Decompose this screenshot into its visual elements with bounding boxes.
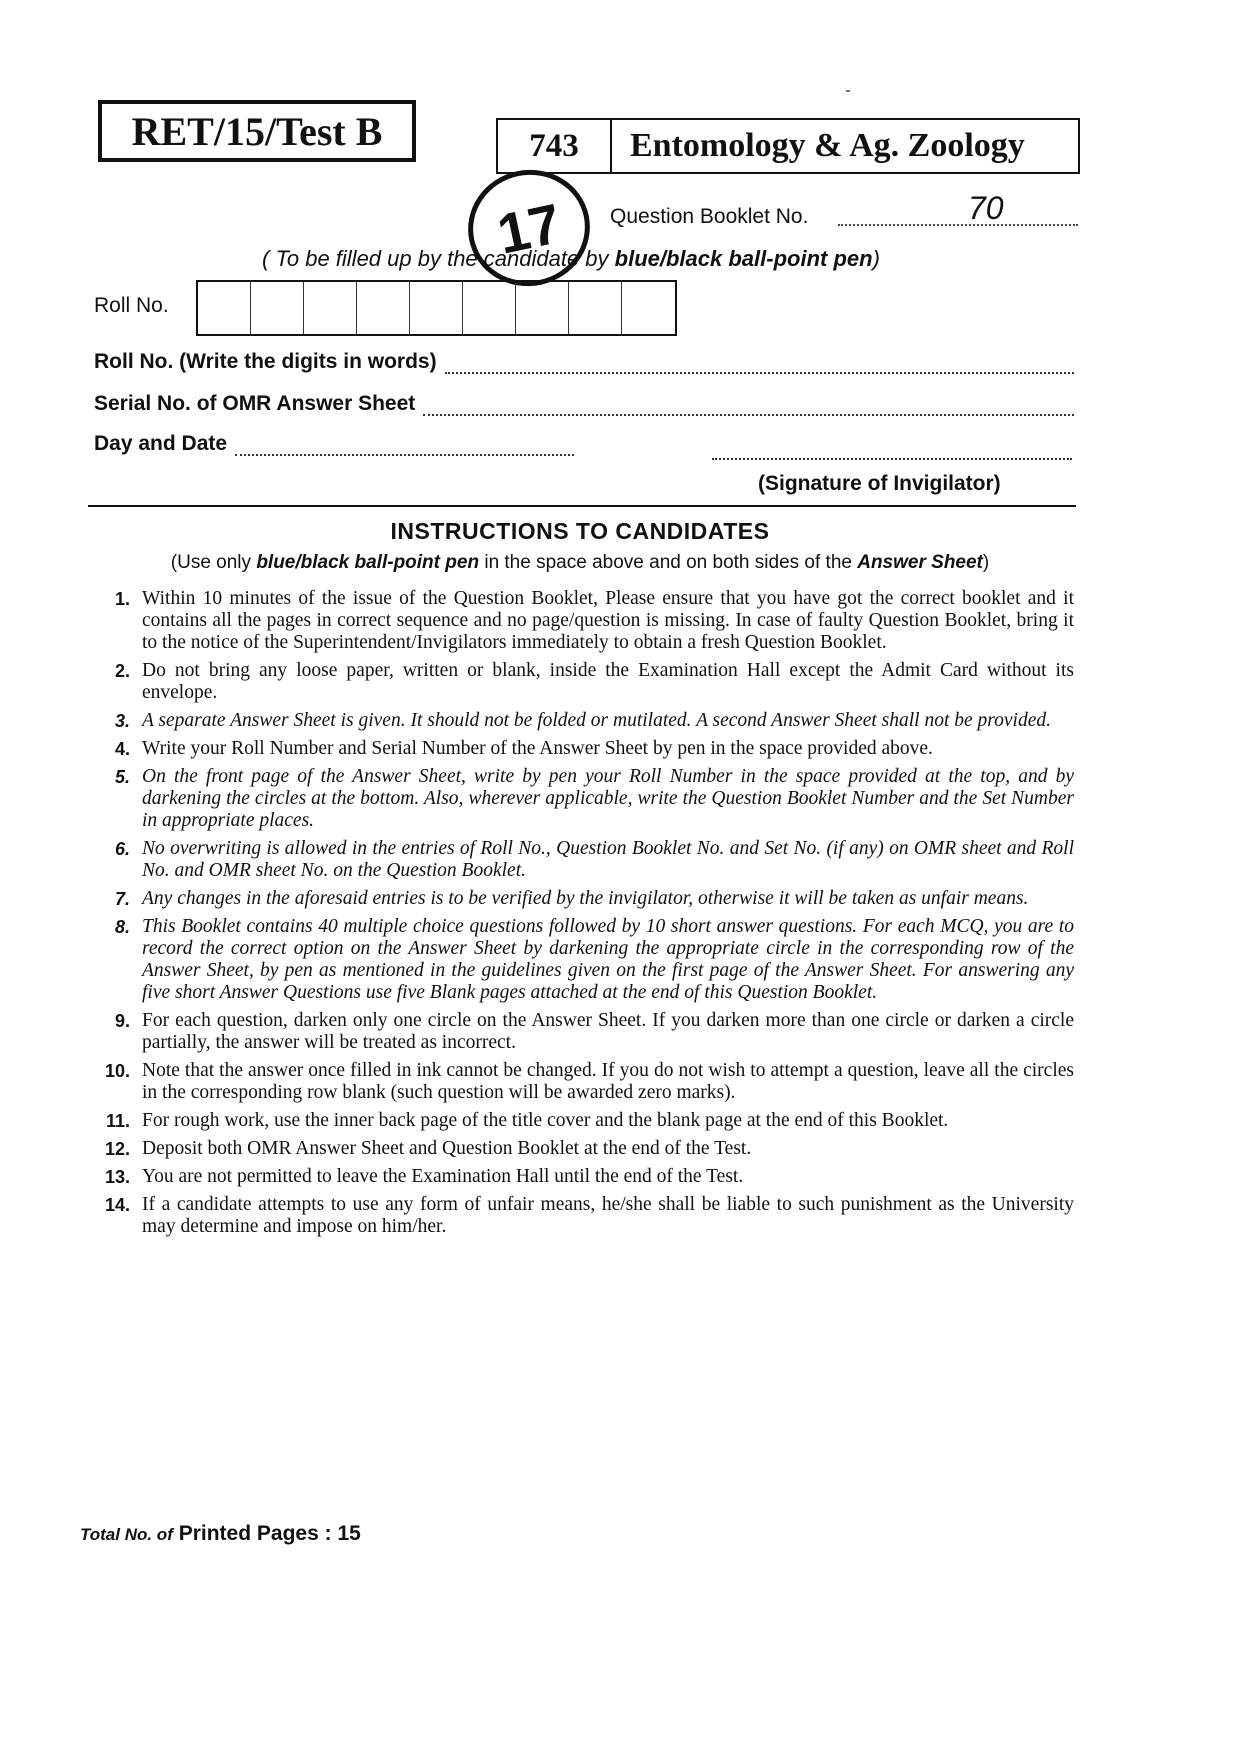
footer-label-bold: Printed Pages : (178, 1522, 332, 1545)
item-text: If a candidate attempts to use any form of unfair means, he/she shall be liable to such punishment as the University may determine and impose on him/her. (142, 1194, 1074, 1237)
item-text: Deposit both OMR Answer Sheet and Question Booklet at the end of the Test. (142, 1138, 752, 1159)
fill-note-pre: ( To be filled up by the candidate by (262, 246, 615, 271)
stamp-mark: 17 (491, 190, 567, 266)
instructions-title: INSTRUCTIONS TO CANDIDATES (390, 518, 770, 544)
test-code-box (98, 100, 416, 162)
list-item (92, 916, 1074, 1004)
list-item (92, 1010, 1074, 1054)
list-item (92, 660, 1074, 704)
sub-bold-pen: blue/black ball-point pen (256, 552, 480, 573)
list-item (92, 1110, 1074, 1132)
item-number: 2. (114, 661, 130, 681)
sub-post: ) (982, 552, 990, 573)
list-item (92, 766, 1074, 832)
item-text: You are not permitted to leave the Examination Hall until the end of the Test. (142, 1166, 744, 1187)
item-number: 8. (114, 917, 130, 937)
sub-mid: in the space above and on both sides of the (479, 552, 858, 573)
item-number: 1. (114, 589, 130, 609)
footer-label: Total No. of (80, 1525, 173, 1544)
item-number: 6. (114, 839, 130, 859)
item-number: 10. (104, 1061, 130, 1081)
page-count-footer (80, 1522, 361, 1546)
day-date-field[interactable] (94, 432, 574, 456)
scan-mark (846, 90, 850, 92)
roll-digit-box[interactable] (516, 282, 569, 334)
item-text: Any changes in the aforesaid entries is to be verified by the invigilator, otherwise it will be taken as unfair means. (142, 888, 1029, 909)
roll-digit-box[interactable] (410, 282, 463, 334)
signature-label: (Signature of Invigilator) (758, 472, 1001, 495)
roll-digit-box[interactable] (463, 282, 516, 334)
item-number: 5. (114, 767, 130, 787)
item-text: For each question, darken only one circle on the Answer Sheet. If you darken more than one circle or darken a circle partially, the answer will be treated as incorrect. (142, 1010, 1074, 1053)
day-date-line[interactable] (235, 453, 574, 456)
serial-field[interactable] (94, 392, 1074, 416)
booklet-no-line (838, 208, 1078, 226)
sub-bold-sheet: Answer Sheet (857, 552, 983, 573)
roll-digit-box[interactable] (622, 282, 675, 334)
divider (88, 505, 1076, 507)
item-number: 4. (114, 739, 130, 759)
roll-digit-box[interactable] (304, 282, 357, 334)
item-text: For rough work, use the inner back page of the title cover and the blank page at the end of this Booklet. (142, 1110, 949, 1131)
page-count: 15 (337, 1522, 361, 1545)
roll-no-label: Roll No. (94, 294, 169, 317)
item-text: Write your Roll Number and Serial Number of the Answer Sheet by pen in the space provided above. (142, 738, 933, 759)
subject-box (496, 118, 1080, 174)
list-item (92, 888, 1074, 910)
serial-label: Serial No. of OMR Answer Sheet (94, 392, 416, 415)
fill-note-bold: blue/black ball-point pen (614, 246, 873, 271)
item-number: 11. (105, 1111, 130, 1131)
roll-words-field[interactable] (94, 350, 1074, 374)
roll-digit-box[interactable] (569, 282, 622, 334)
signature-line[interactable] (712, 458, 1072, 460)
item-number: 3. (114, 711, 130, 731)
roll-digit-box[interactable] (357, 282, 410, 334)
instructions-list (92, 588, 1074, 1244)
booklet-no-label: Question Booklet No. (610, 205, 809, 228)
item-text: No overwriting is allowed in the entries of Roll No., Question Booklet No. and Set No. (if any) on OMR sheet and Roll No. and OMR sheet No. on the Question Booklet. (142, 838, 1074, 881)
item-number: 12. (104, 1139, 130, 1159)
list-item (92, 1166, 1074, 1188)
item-number: 13. (104, 1167, 130, 1187)
instructions-subtitle (0, 552, 1160, 574)
roll-words-line[interactable] (445, 371, 1074, 374)
handwritten-stamp (457, 159, 600, 298)
list-item (92, 1138, 1074, 1160)
test-code: RET/15/Test B (131, 108, 383, 154)
subject-code: 743 (498, 120, 612, 172)
item-number: 14. (104, 1195, 130, 1215)
item-text: On the front page of the Answer Sheet, write by pen your Roll Number in the space provided at the top, and by darkening the circles at the bottom. Also, wherever applicable, write the Question Booklet Number and the Set Number in appropriate places. (142, 766, 1074, 831)
serial-line[interactable] (423, 413, 1074, 416)
sub-pre: (Use only (170, 552, 257, 573)
roll-words-label: Roll No. (Write the digits in words) (94, 350, 437, 373)
item-text: Do not bring any loose paper, written or blank, inside the Examination Hall except the Admit Card without its envelope. (142, 660, 1074, 703)
fill-note-post: ) (872, 246, 880, 271)
item-number: 7. (114, 889, 130, 909)
list-item (92, 1060, 1074, 1104)
item-text: Within 10 minutes of the issue of the Question Booklet, Please ensure that you have got the correct booklet and it contains all the pages in correct sequence and no page/question is missing. In case of faulty Question Booklet, bring it to the notice of the Superintendent/Invigilators immediately to obtain a fresh Question Booklet. (142, 588, 1074, 653)
list-item (92, 838, 1074, 882)
roll-digit-box[interactable] (198, 282, 251, 334)
item-text: A separate Answer Sheet is given. It should not be folded or mutilated. A second Answer Sheet shall not be provided. (142, 710, 1051, 731)
list-item (92, 588, 1074, 654)
subject-name: Entomology & Ag. Zoology (630, 127, 1025, 164)
booklet-no-value: 70 (968, 190, 1004, 226)
list-item (92, 738, 1074, 760)
fill-note (262, 246, 880, 272)
item-text: Note that the answer once filled in ink cannot be changed. If you do not wish to attempt a question, leave all the circles in the corresponding row blank (such question will be awarded zero marks). (142, 1060, 1074, 1103)
roll-digit-box[interactable] (251, 282, 304, 334)
item-text: This Booklet contains 40 multiple choice questions followed by 10 short answer questions. For each MCQ, you are to record the correct option on the Answer Sheet by darkening the appropriate circle in the corresponding row of the Answer Sheet, by pen as mentioned in the guidelines given on the first page of the Answer Sheet. For answering any five short Answer Questions use five Blank pages attached at the end of this Question Booklet. (142, 916, 1074, 1003)
day-date-label: Day and Date (94, 432, 228, 455)
list-item (92, 1194, 1074, 1238)
roll-no-boxes[interactable] (196, 280, 677, 336)
item-number: 9. (114, 1011, 130, 1031)
list-item (92, 710, 1074, 732)
